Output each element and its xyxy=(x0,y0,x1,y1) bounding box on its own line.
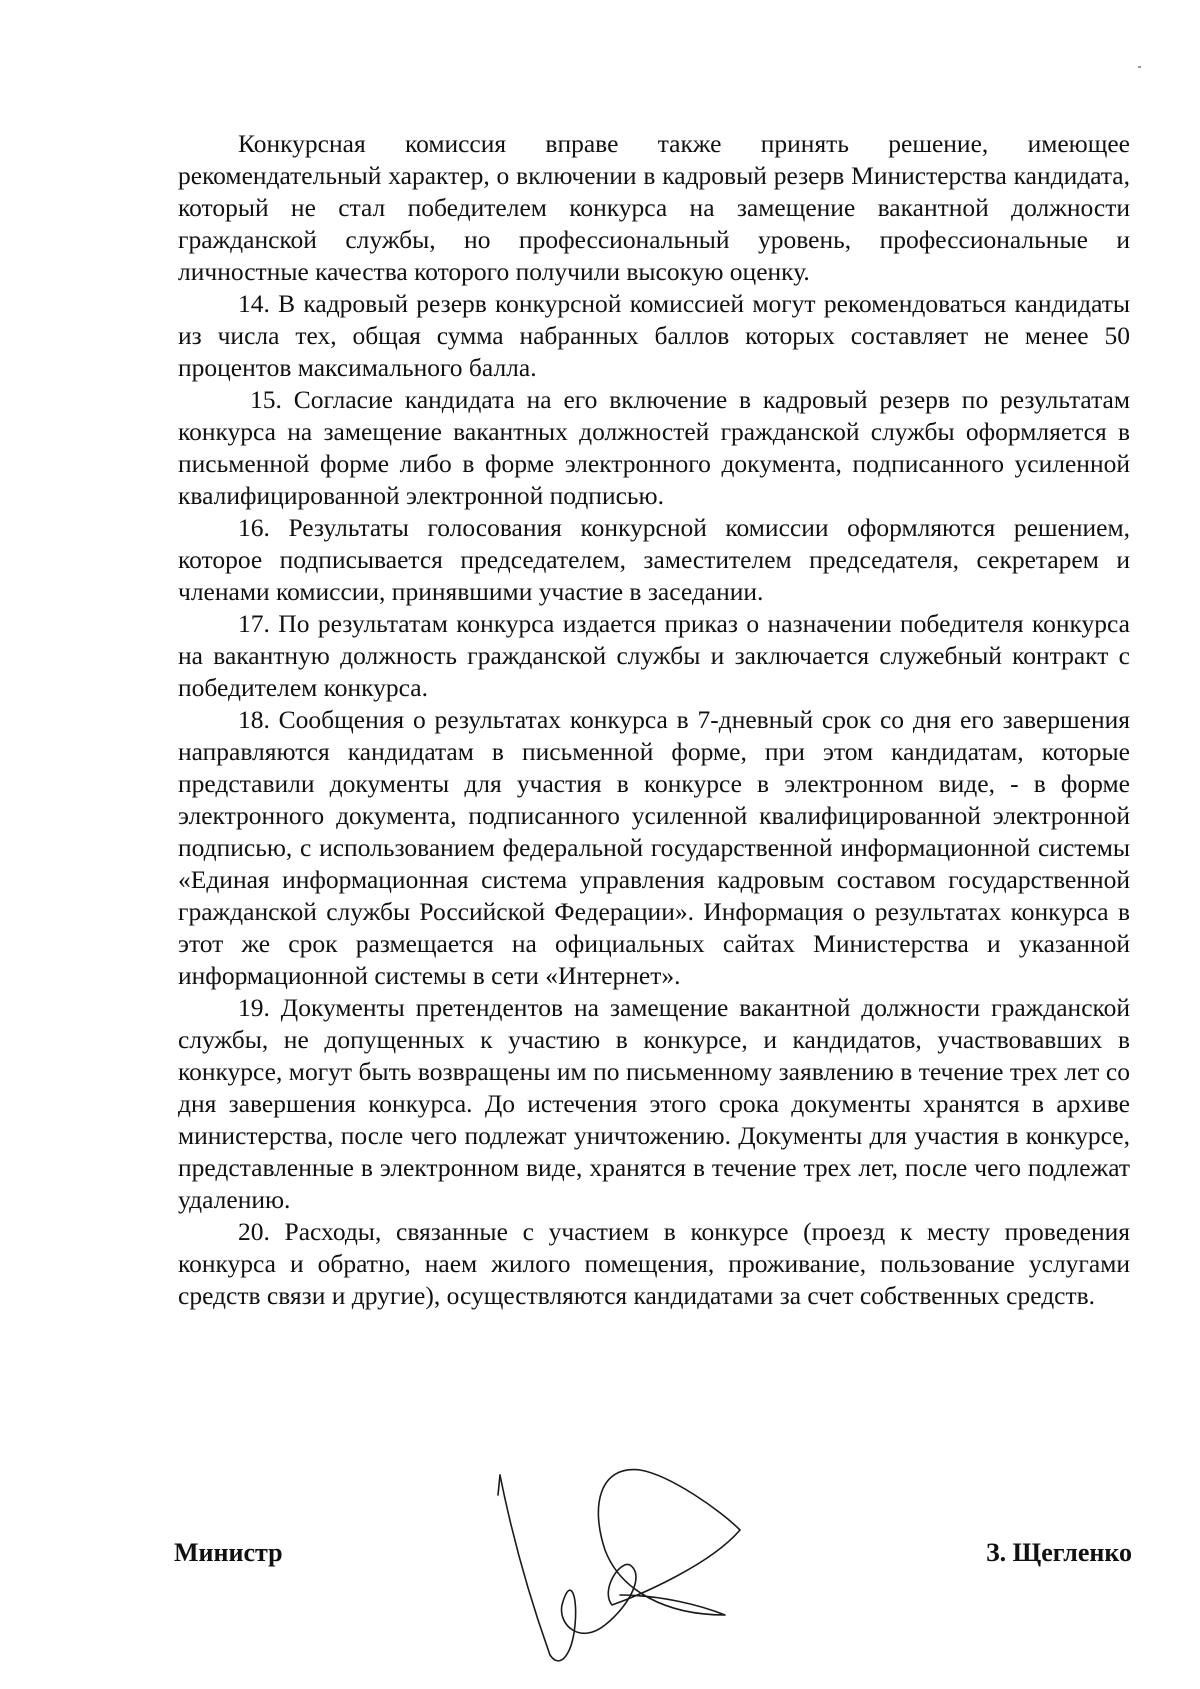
signatory-name: З. Щегленко xyxy=(985,1538,1132,1567)
signature-block xyxy=(174,1538,1132,1578)
paragraph-reserve-decision: Конкурсная комиссия вправе также принять решение, имеющее рекомендательный характер, о включении в кадровый резерв Министерства кандидата, который не стал победителем конкурса на замещение вакантной должности гражданской службы, но профессиональный уровень, профессиональные и личностные качества которого получили высокую оценку. xyxy=(178,129,1130,286)
paragraph-17: 17. По результатам конкурса издается приказ о назначении победителя конкурса на вакантную должность гражданской службы и заключается служебный контракт с победителем конкурса. xyxy=(178,609,1130,702)
paragraph-18: 18. Сообщения о результатах конкурса в 7-дневный срок со дня его завершения направляются кандидатам в письменной форме, при этом кандидатам, которые представили документы для участия в конкурсе в электронном виде, - в форме электронного документа, подписанного усиленной квалифицированной электронной подписью, с использованием федеральной государственной информационной системы «Единая информационная система управления кадровым составом государственной гражданской службы Российской Федерации». Информация о результатах конкурса в этот же срок размещается на официальных сайтах Министерства и указанной информационной системы в сети «Интернет». xyxy=(178,705,1130,990)
paragraph-16: 16. Результаты голосования конкурсной комиссии оформляются решением, которое подписывается председателем, заместителем председателя, секретарем и членами комиссии, принявшими участие в заседании. xyxy=(178,513,1130,606)
scan-speck xyxy=(1138,66,1141,68)
paragraph-14: 14. В кадровый резерв конкурсной комиссией могут рекомендоваться кандидаты из числа тех, общая сумма набранных баллов которых составляет не менее 50 процентов максимального балла. xyxy=(178,289,1130,382)
signatory-title: Министр xyxy=(174,1538,283,1567)
paragraph-15: 15. Согласие кандидата на его включение в кадровый резерв по результатам конкурса на замещение вакантных должностей гражданской службы оформляется в письменной форме либо в форме электронного документа, подписанного усиленной квалифицированной электронной подписью. xyxy=(178,385,1130,510)
paragraph-20: 20. Расходы, связанные с участием в конкурсе (проезд к месту проведения конкурса и обратно, наем жилого помещения, проживание, пользование услугами средств связи и другие), осуществляются кандидатами за счет собственных средств. xyxy=(178,1217,1130,1310)
paragraph-19: 19. Документы претендентов на замещение вакантной должности гражданской службы, не допущенных к участию в конкурсе, и кандидатов, участвовавших в конкурсе, могут быть возвращены им по письменному заявлению в течение трех лет со дня завершения конкурса. До истечения этого срока документы хранятся в архиве министерства, после чего подлежат уничтожению. Документы для участия в конкурсе, представленные в электронном виде, хранятся в течение трех лет, после чего подлежат удалению. xyxy=(178,993,1130,1214)
document-body xyxy=(178,128,1130,1312)
